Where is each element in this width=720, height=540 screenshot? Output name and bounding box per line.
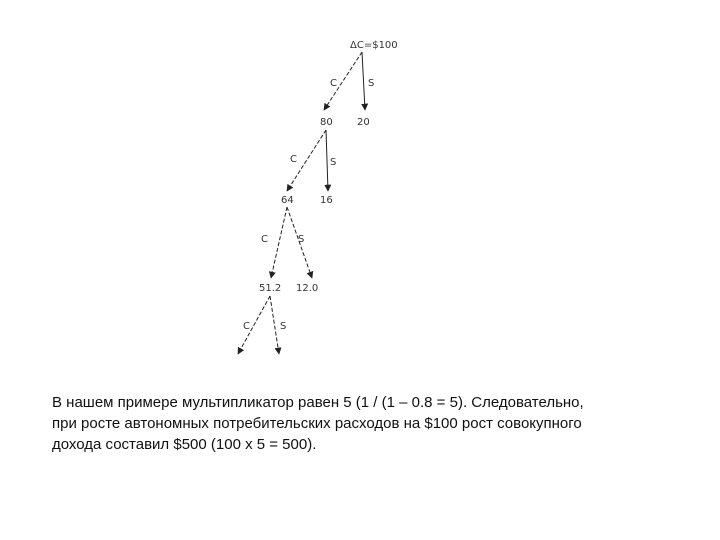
saving-arrow-2 [326, 130, 328, 191]
saving-arrow-4 [270, 296, 279, 354]
consumption-value-3: 51.2 [259, 283, 282, 294]
caption-line-2: при росте автономных потребительских расходов на $100 рост совокупного [52, 415, 582, 432]
root-node-label: ΔC=$100 [350, 40, 398, 51]
caption-line-1: В нашем примере мультипликатор равен 5 (1 / (1 – 0.8 = 5). Следовательно, [52, 394, 584, 411]
saving-value-3: 12.0 [296, 283, 319, 294]
consumption-branch-label-2: C [290, 154, 297, 165]
saving-branch-label-3: S [298, 234, 305, 245]
consumption-arrow-3 [271, 207, 287, 278]
saving-value-1: 20 [357, 117, 370, 128]
saving-branch-label-2: S [330, 157, 337, 168]
consumption-branch-label-3: C [261, 234, 268, 245]
consumption-value-1: 80 [320, 117, 333, 128]
saving-branch-label-4: S [280, 321, 287, 332]
saving-branch-label-1: S [368, 78, 375, 89]
consumption-value-2: 64 [281, 195, 294, 206]
saving-arrow-1 [362, 52, 365, 110]
multiplier-explanation [52, 392, 652, 455]
saving-value-2: 16 [320, 195, 333, 206]
consumption-branch-label-4: C [243, 321, 250, 332]
caption-line-3: дохода составил $500 (100 х 5 = 500). [52, 436, 317, 453]
consumption-branch-label-1: C [330, 78, 337, 89]
